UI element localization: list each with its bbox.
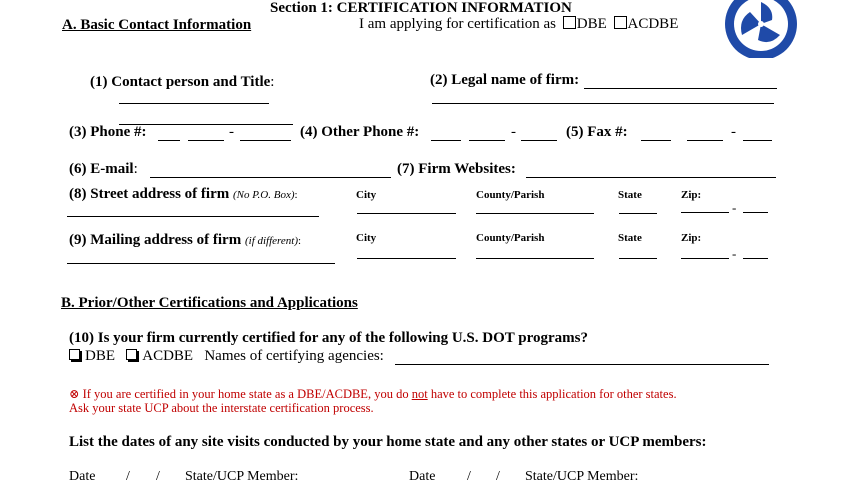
q10-acdbe-label: ACDBE	[142, 348, 194, 364]
street-city-line[interactable]	[357, 213, 456, 214]
q10-dbe-checkbox[interactable]	[69, 349, 80, 360]
fax-label: (5) Fax #:	[566, 124, 628, 140]
other-phone-number-line[interactable]	[521, 140, 557, 141]
mailing-city-label: City	[356, 232, 377, 244]
q10-acdbe-checkbox[interactable]	[126, 349, 137, 360]
email-label: (6) E-mail:	[69, 161, 138, 177]
question-10: (10) Is your firm currently certified for any of the following U.S. DOT programs?	[69, 330, 588, 346]
phone-area-line[interactable]	[158, 140, 180, 141]
fax-area-line[interactable]	[641, 140, 671, 141]
street-address-label: (8) Street address of firm (No P.O. Box):	[69, 186, 298, 202]
note-symbol: ⊗	[69, 387, 80, 401]
interstate-note-line-1: ⊗ If you are certified in your home state as a DBE/ACDBE, you do not have to complete this application for other states.	[69, 387, 677, 401]
acdbe-option-label: ACDBE	[627, 16, 679, 32]
mailing-county-label: County/Parish	[476, 232, 545, 244]
other-phone-prefix-line[interactable]	[469, 140, 505, 141]
street-zip4-line[interactable]	[743, 212, 768, 213]
mailing-city-line[interactable]	[357, 258, 456, 259]
mailing-state-label: State	[618, 232, 642, 244]
agencies-line[interactable]	[395, 364, 769, 365]
site-visit-date-label-2: Date	[409, 469, 436, 484]
email-line[interactable]	[150, 177, 391, 178]
q10-options-row	[69, 348, 384, 365]
street-city-label: City	[356, 189, 377, 201]
fax-prefix-line[interactable]	[687, 140, 723, 141]
websites-label: (7) Firm Websites:	[397, 161, 516, 177]
mailing-zip-line[interactable]	[681, 258, 729, 259]
phone-number-line[interactable]	[240, 140, 291, 141]
other-phone-dash: -	[511, 124, 516, 140]
mailing-zip4-line[interactable]	[743, 258, 768, 259]
mailing-zip-label: Zip:	[681, 232, 702, 244]
contact-person-label: (1) Contact person and Title:	[90, 74, 275, 90]
legal-name-line-1[interactable]	[584, 88, 777, 89]
street-address-line[interactable]	[67, 216, 319, 217]
q10-dbe-label: DBE	[85, 348, 115, 364]
part-b-heading: B. Prior/Other Certifications and Applications	[61, 295, 358, 311]
legal-name-line-2[interactable]	[432, 103, 774, 104]
street-zip-dash: -	[732, 200, 737, 215]
contact-person-line[interactable]	[119, 103, 269, 104]
phone-prefix-line[interactable]	[188, 140, 224, 141]
date-slash-1a: /	[126, 469, 130, 484]
agencies-label: Names of certifying agencies:	[204, 348, 384, 364]
part-a-heading: A. Basic Contact Information	[62, 17, 252, 33]
mailing-address-label: (9) Mailing address of firm (if different):	[69, 232, 302, 248]
dbe-checkbox[interactable]	[563, 16, 576, 29]
street-county-label: County/Parish	[476, 189, 545, 201]
mailing-state-line[interactable]	[619, 258, 657, 259]
acdbe-checkbox[interactable]	[614, 16, 627, 29]
street-zip-label: Zip:	[681, 189, 702, 201]
ucp-member-label-1: State/UCP Member:	[185, 469, 299, 484]
street-zip-line[interactable]	[681, 212, 729, 213]
ucp-member-label-2: State/UCP Member:	[525, 469, 639, 484]
other-phone-label: (4) Other Phone #:	[300, 124, 420, 140]
street-county-line[interactable]	[476, 213, 594, 214]
dbe-option-label: DBE	[576, 16, 607, 32]
fax-dash: -	[731, 124, 736, 140]
mailing-zip-dash: -	[732, 246, 737, 261]
site-visit-date-label-1: Date	[69, 469, 96, 484]
section-title: Section 1: CERTIFICATION INFORMATION	[270, 0, 572, 16]
street-state-line[interactable]	[619, 213, 657, 214]
date-slash-2a: /	[467, 469, 471, 484]
mailing-address-line[interactable]	[67, 263, 335, 264]
applying-as-line	[359, 16, 678, 33]
websites-line[interactable]	[526, 177, 776, 178]
phone-label: (3) Phone #:	[69, 124, 147, 140]
other-phone-area-line[interactable]	[431, 140, 461, 141]
phone-dash: -	[229, 124, 234, 140]
interstate-note-line-2: Ask your state UCP about the interstate certification process.	[69, 401, 374, 415]
street-state-label: State	[618, 189, 642, 201]
date-slash-2b: /	[496, 469, 500, 484]
fax-number-line[interactable]	[743, 140, 772, 141]
date-slash-1b: /	[156, 469, 160, 484]
legal-name-label: (2) Legal name of firm:	[430, 72, 580, 88]
applying-text: I am applying for certification as	[359, 16, 557, 32]
mailing-county-line[interactable]	[476, 258, 594, 259]
site-visits-prompt: List the dates of any site visits conducted by your home state and any other states or UCP members:	[69, 434, 707, 450]
dot-seal-logo	[722, 0, 800, 58]
